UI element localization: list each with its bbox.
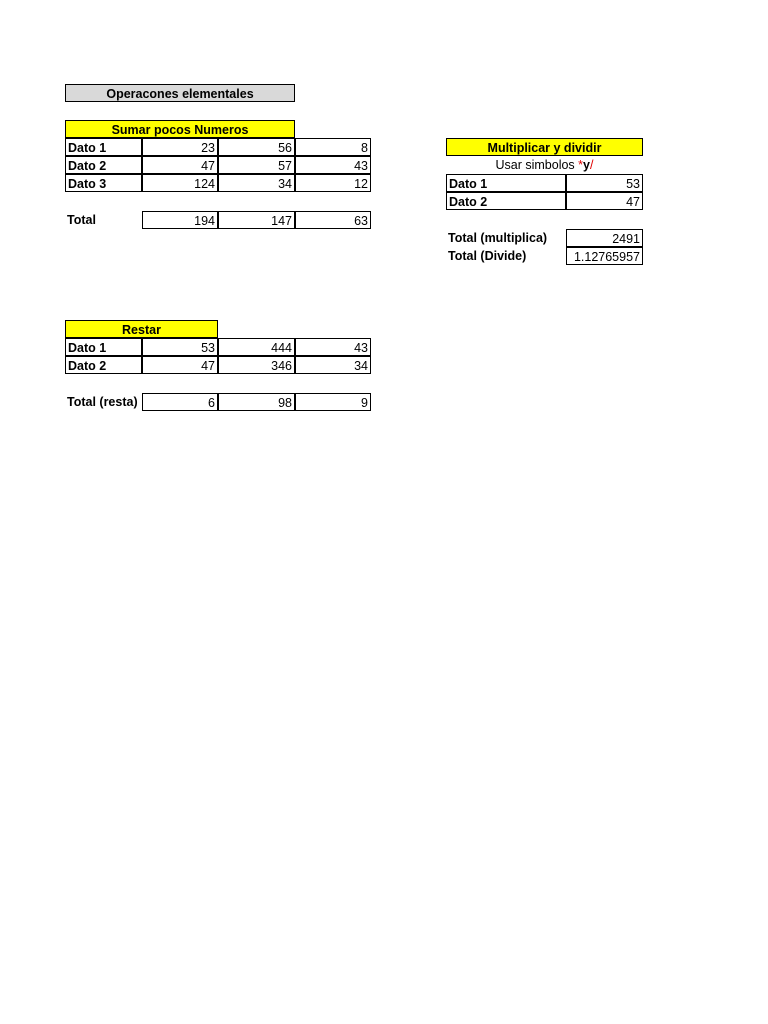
div-total-label: Total (Divide) [448, 249, 527, 263]
div-total-cell[interactable]: 1.12765957 [566, 247, 643, 265]
sumar-header[interactable]: Sumar pocos Numeros [65, 120, 295, 138]
mult-note-slash: / [590, 158, 594, 172]
restar-cell[interactable]: 43 [295, 338, 371, 356]
sumar-total-label: Total [67, 213, 96, 227]
restar-cell[interactable]: 346 [218, 356, 295, 374]
sumar-cell[interactable]: 124 [142, 174, 218, 192]
sumar-total-cell[interactable]: 147 [218, 211, 295, 229]
page-title: Operacones elementales [65, 84, 295, 102]
sumar-row-label[interactable]: Dato 3 [65, 174, 142, 192]
mult-header[interactable]: Multiplicar y dividir [446, 138, 643, 156]
restar-row-label[interactable]: Dato 1 [65, 338, 142, 356]
mult-note-star: * [578, 158, 584, 172]
sumar-cell[interactable]: 12 [295, 174, 371, 192]
sumar-cell[interactable]: 57 [218, 156, 295, 174]
sumar-cell[interactable]: 23 [142, 138, 218, 156]
restar-cell[interactable]: 34 [295, 356, 371, 374]
sumar-total-cell[interactable]: 194 [142, 211, 218, 229]
mult-row-label[interactable]: Dato 2 [446, 192, 566, 210]
restar-cell[interactable]: 53 [142, 338, 218, 356]
sumar-row-label[interactable]: Dato 1 [65, 138, 142, 156]
mult-cell[interactable]: 47 [566, 192, 643, 210]
sumar-cell[interactable]: 8 [295, 138, 371, 156]
mult-note-text: Usar simbolos [495, 158, 579, 172]
restar-cell[interactable]: 444 [218, 338, 295, 356]
restar-total-cell[interactable]: 6 [142, 393, 218, 411]
mult-total-cell[interactable]: 2491 [566, 229, 643, 247]
restar-header[interactable]: Restar [65, 320, 218, 338]
sumar-total-cell[interactable]: 63 [295, 211, 371, 229]
sumar-row-label[interactable]: Dato 2 [65, 156, 142, 174]
sumar-cell[interactable]: 47 [142, 156, 218, 174]
sumar-cell[interactable]: 43 [295, 156, 371, 174]
restar-total-cell[interactable]: 98 [218, 393, 295, 411]
restar-cell[interactable]: 47 [142, 356, 218, 374]
mult-row-label[interactable]: Dato 1 [446, 174, 566, 192]
restar-row-label[interactable]: Dato 2 [65, 356, 142, 374]
mult-total-label: Total (multiplica) [448, 231, 548, 245]
restar-total-cell[interactable]: 9 [295, 393, 371, 411]
mult-note [446, 156, 643, 174]
mult-note-y: y [583, 158, 590, 172]
restar-total-label: Total (resta) [67, 395, 138, 409]
mult-cell[interactable]: 53 [566, 174, 643, 192]
sumar-cell[interactable]: 56 [218, 138, 295, 156]
sumar-cell[interactable]: 34 [218, 174, 295, 192]
